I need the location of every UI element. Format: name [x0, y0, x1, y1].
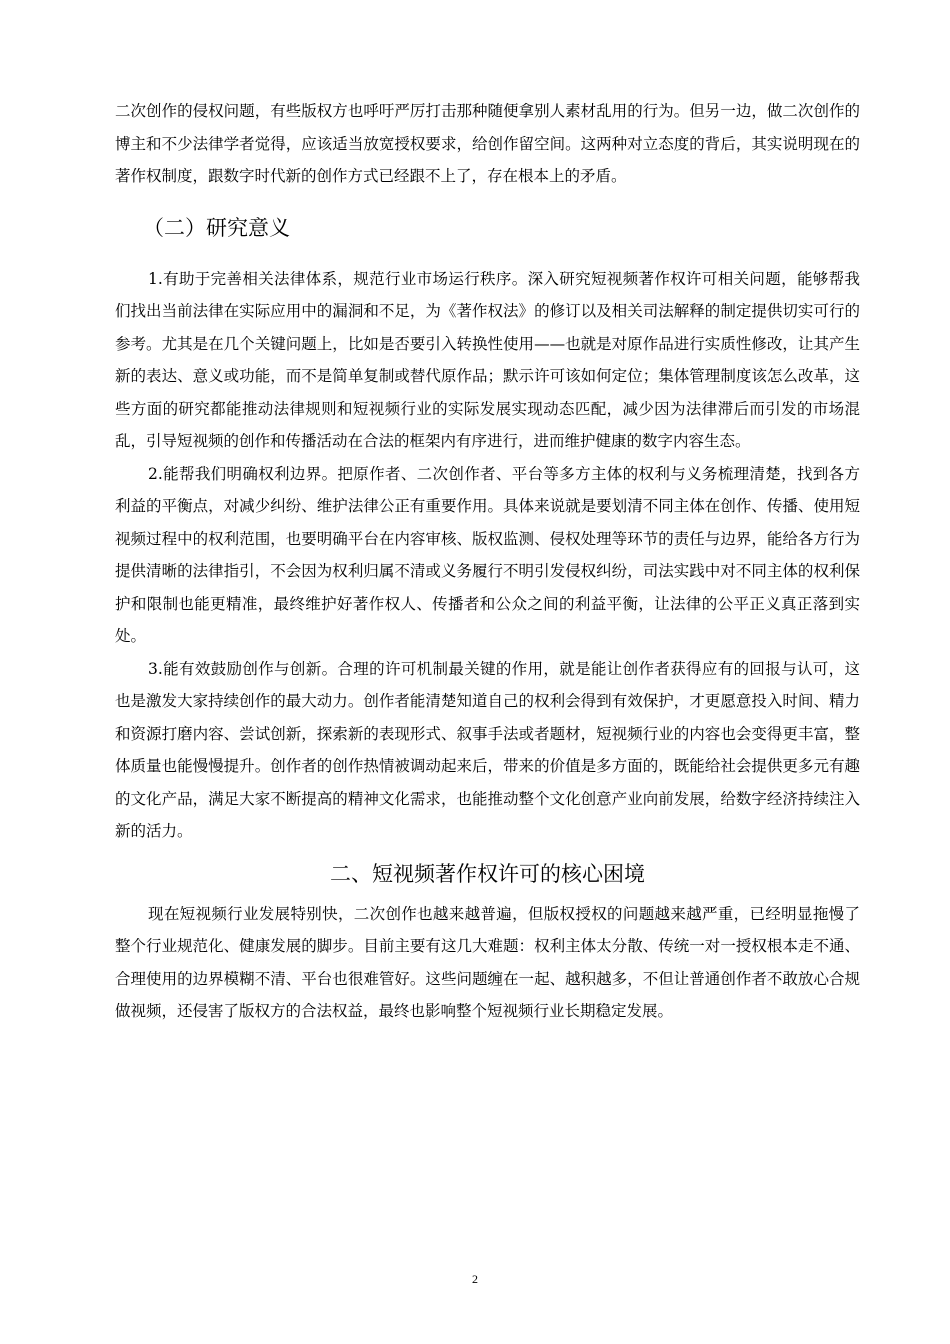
chapter-paragraph: 现在短视频行业发展特别快，二次创作也越来越普遍，但版权授权的问题越来越严重，已经明显拖慢了整个行业规范化、健康发展的脚步。目前主要有这几大难题：权利主体太分散、传统一对一授权根本走不通、合理使用的边界模糊不清、平台也很难管好。这些问题缠在一起、越积越多，不但让普通创作者不敢放心合规做视频，还侵害了版权方的合法权益，最终也影响整个短视频行业长期稳定发展。	[115, 904, 860, 1020]
intro-paragraph: 二次创作的侵权问题，有些版权方也呼吁严厉打击那种随便拿别人素材乱用的行为。但另一边，做二次创作的博主和不少法律学者觉得，应该适当放宽授权要求，给创作留空间。这两种对立态度的背后，其实说明现在的著作权制度，跟数字时代新的创作方式已经跟不上了，存在根本上的矛盾。	[115, 102, 860, 185]
research-paragraph-2: 2.能帮我们明确权利边界。把原作者、二次创作者、平台等多方主体的权利与义务梳理清楚，找到各方利益的平衡点，对减少纠纷、维护法律公正有重要作用。具体来说就是要划清不同主体在创作、传播、使用短视频过程中的权利范围，也要明确平台在内容审核、版权监测、侵权处理等环节的责任与边界，能给各方行为提供清晰的法律指引，不会因为权利归属不清或义务履行不明引发侵权纠纷，司法实践中对不同主体的权利保护和限制也能更精准，最终维护好著作权人、传播者和公众之间的利益平衡，让法律的公平正义真正落到实处。	[115, 464, 860, 645]
section-heading-research-significance: （二）研究意义	[143, 215, 290, 240]
research-paragraph-1: 1.有助于完善相关法律体系，规范行业市场运行秩序。深入研究短视频著作权许可相关问题，能够帮我们找出当前法律在实际应用中的漏洞和不足，为《著作权法》的修订以及相关司法解释的制定提供切实可行的参考。尤其是在几个关键问题上，比如是否要引入转换性使用——也就是对原作品进行实质性修改，让其产生新的表达、意义或功能，而不是简单复制或替代原作品；默示许可该如何定位；集体管理制度该怎么改革，这些方面的研究都能推动法律规则和短视频行业的实际发展实现动态匹配，减少因为法律滞后而引发的市场混乱，引导短视频的创作和传播活动在合法的框架内有序进行，进而维护健康的数字内容生态。	[115, 269, 860, 450]
chapter-heading: 二、短视频著作权许可的核心困境	[330, 861, 645, 886]
page-content	[115, 95, 860, 1028]
page-number: 2	[472, 1272, 478, 1286]
research-paragraph-3: 3.能有效鼓励创作与创新。合理的许可机制最关键的作用，就是能让创作者获得应有的回报与认可，这也是激发大家持续创作的最大动力。创作者能清楚知道自己的权利会得到有效保护，才更愿意投入时间、精力和资源打磨内容、尝试创新，探索新的表现形式、叙事手法或者题材，短视频行业的内容也会变得更丰富，整体质量也能慢慢提升。创作者的创作热情被调动起来后，带来的价值是多方面的，既能给社会提供更多元有趣的文化产品，满足大家不断提高的精神文化需求，也能推动整个文化创意产业向前发展，给数字经济持续注入新的活力。	[115, 659, 860, 840]
